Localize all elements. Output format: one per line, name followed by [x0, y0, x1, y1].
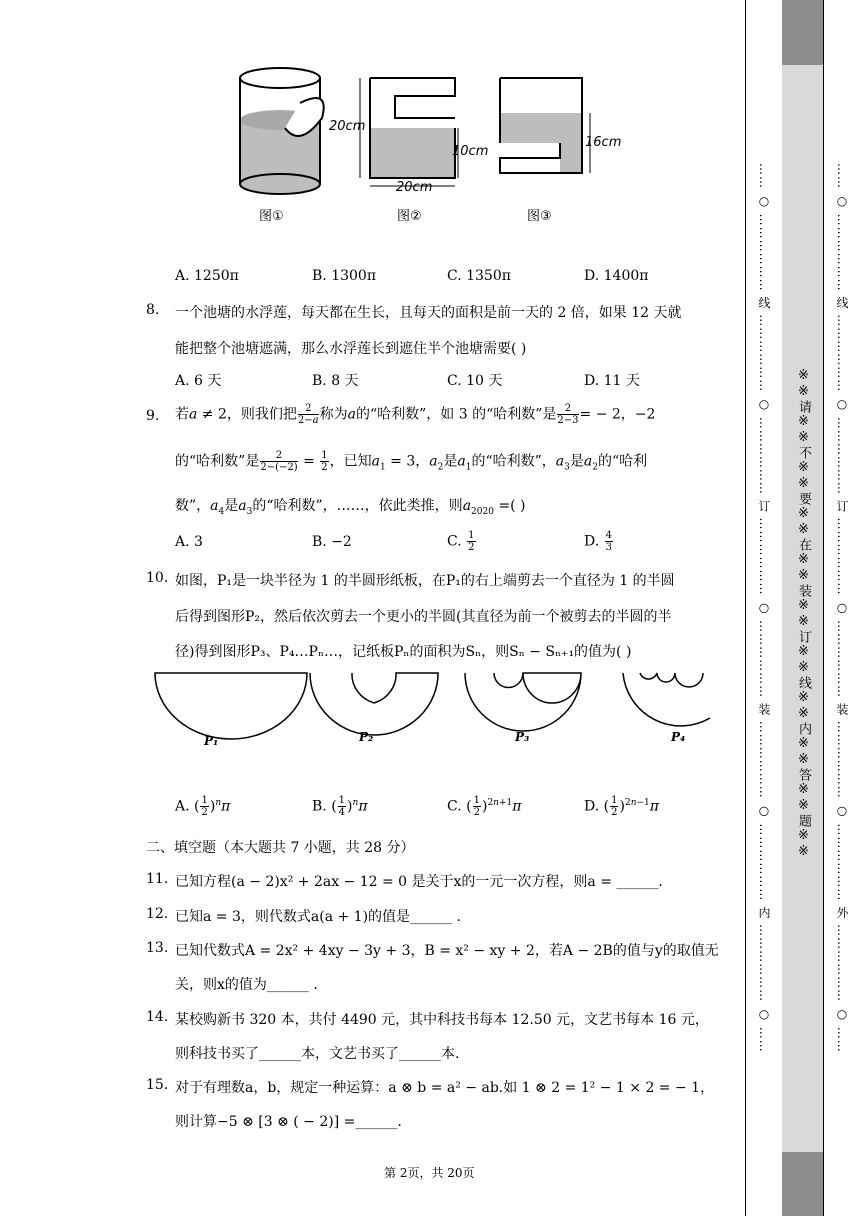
q9-option-c: C. $\frac{1}{2}$ [447, 530, 475, 553]
container-figures [230, 58, 630, 223]
q8-option-b: B. 8 天 [312, 373, 359, 389]
q9-option-d: D. $\frac{4}{3}$ [584, 530, 613, 553]
q15-line-2: 则计算−5 ⊗ [3 ⊗ ( − 2)] =______. [175, 1114, 402, 1130]
figure-p3-label: P₃ [515, 730, 530, 744]
q8-option-d: D. 11 天 [584, 373, 640, 389]
figure-1-cylinder [240, 68, 324, 194]
figure-p2-label: P₂ [359, 730, 374, 744]
figure-1-label: 图① [259, 209, 284, 224]
q14-number: 14. [146, 1009, 169, 1025]
figure-2-container [360, 78, 458, 186]
figure-2-label: 图② [397, 209, 422, 224]
q8-option-c: C. 10 天 [447, 373, 503, 389]
dim-label-10cm: 10cm [452, 144, 489, 159]
figure-3-label: 图③ [527, 209, 552, 224]
q8-line-1: 一个池塘的水浮莲，每天都在生长，且每天的面积是前一天的 2 倍，如果 12 天就 [175, 305, 682, 321]
q12-number: 12. [146, 906, 169, 922]
q14-line-1: 某校购新书 320 本，共付 4490 元，其中科技书每本 12.50 元，文艺书每本 16 元， [175, 1012, 709, 1028]
dim-label-20cm-bottom: 20cm [396, 180, 433, 195]
inner-dotted-line: …… ○ ……………… 线 ……………… ○ ……………… 订 ……………… ○ ……………… 装 ……………… ○ ……………… 内 ……………… ○ …… [757, 163, 771, 1053]
dim-label-16cm: 16cm [585, 135, 622, 150]
q10-line-2: 后得到图形P₂，然后依次剪去一个更小的半圆(其直径为前一个被剪去的半圆的半 [175, 609, 672, 625]
q10-option-c: C. ( $\frac{1}{2}$ )$^{2n+1}$π [447, 795, 522, 818]
q15-line-1: 对于有理数a，b，规定一种运算：a ⊗ b = a² − ab.如 1 ⊗ 2 = 1² − 1 × 2 = − 1， [175, 1080, 715, 1096]
notice-column [782, 0, 823, 1216]
q13-number: 13. [146, 940, 169, 956]
outer-dotted-line: …… ○ ……………… 线 ……………… ○ ……………… 订 ……………… ○ ……………… 装 ……………… ○ ……………… 外 ……………… ○ …… [835, 163, 849, 1053]
figure-p4-label: P₄ [671, 730, 686, 744]
top-gray-block [782, 0, 823, 65]
q10-line-3: 径)得到图形P₃、P₄…Pₙ…，记纸板Pₙ的面积为Sₙ，则Sₙ − Sₙ₊₁的值为( ) [175, 644, 632, 660]
q11-text: 已知方程(a − 2)x² + 2ax − 12 = 0 是关于x的一元一次方程，则a = ______. [175, 874, 663, 890]
q7-option-d: D. 1400π [584, 268, 649, 284]
q10-option-b: B. ( $\frac{1}{4}$ )$^n$π [312, 795, 368, 818]
q7-option-a: A. 1250π [175, 268, 239, 284]
q9-option-a: A. 3 [175, 534, 203, 550]
q15-number: 15. [146, 1077, 169, 1093]
q7-option-c: C. 1350π [447, 268, 511, 284]
q9-line-3: 数”，$a_4$是$a_3$的“哈利数”，……，依此类推，则$a_{2020}$ =( ) [175, 498, 526, 517]
q9-number: 9. [146, 408, 160, 424]
q8-number: 8. [146, 302, 160, 318]
q9-option-b: B. −2 [312, 534, 352, 550]
bottom-gray-block [782, 1152, 823, 1216]
section-2-heading: 二、填空题（本大题共 7 小题，共 28 分） [146, 840, 415, 856]
q9-line-1: 若a ≠ 2，则我们把 $\frac{2}{2-a}$ 称为a的“哈利数”，如 3 的“哈利数”是 $\frac{2}{2-3}$ = − 2，−2 [175, 403, 656, 426]
page-footer: 第 2页，共 20页 [384, 1166, 475, 1180]
q8-line-2: 能把整个池塘遮满，那么水浮莲长到遮住半个池塘需要( ) [175, 341, 527, 357]
q14-line-2: 则科技书买了______本，文艺书买了______本. [175, 1046, 460, 1062]
q11-number: 11. [146, 871, 169, 887]
q10-option-a: A. ( $\frac{1}{2}$ )$^n$π [175, 795, 231, 818]
q7-option-b: B. 1300π [312, 268, 377, 284]
q10-line-1: 如图，P₁是一块半径为 1 的半圆形纸板，在P₁的右上端剪去一个直径为 1 的半圆 [175, 573, 675, 589]
binding-margin [745, 0, 860, 1216]
q8-option-a: A. 6 天 [175, 373, 222, 389]
dim-label-20cm-left: 20cm [329, 119, 366, 134]
notice-text: ※※请※※不※※要※※在※※装※※订※※线※※内※※答※※题※※ [796, 368, 811, 860]
q10-semicircle-figures [150, 668, 710, 758]
q13-line-2: 关，则x的值为______ . [175, 977, 318, 993]
figure-3-container [500, 78, 590, 173]
q9-line-2: 的“哈利数”是 $\frac{2}{2-(-2)}$ = $\frac{1}{2}$ ，已知$a_1 = 3$，$a_2$是$a_1$的“哈利数”，$a_3$是$a_2$的“哈利 [175, 450, 648, 473]
q10-option-d: D. ( $\frac{1}{2}$ )$^{2n-1}$π [584, 795, 659, 818]
q13-line-1: 已知代数式A = 2x² + 4xy − 3y + 3，B = x² − xy + 2，若A − 2B的值与y的取值无 [175, 943, 719, 959]
figure-p1-label: P₁ [204, 734, 219, 748]
q12-text: 已知a = 3，则代数式a(a + 1)的值是______ . [175, 909, 461, 925]
q10-number: 10. [146, 570, 169, 586]
